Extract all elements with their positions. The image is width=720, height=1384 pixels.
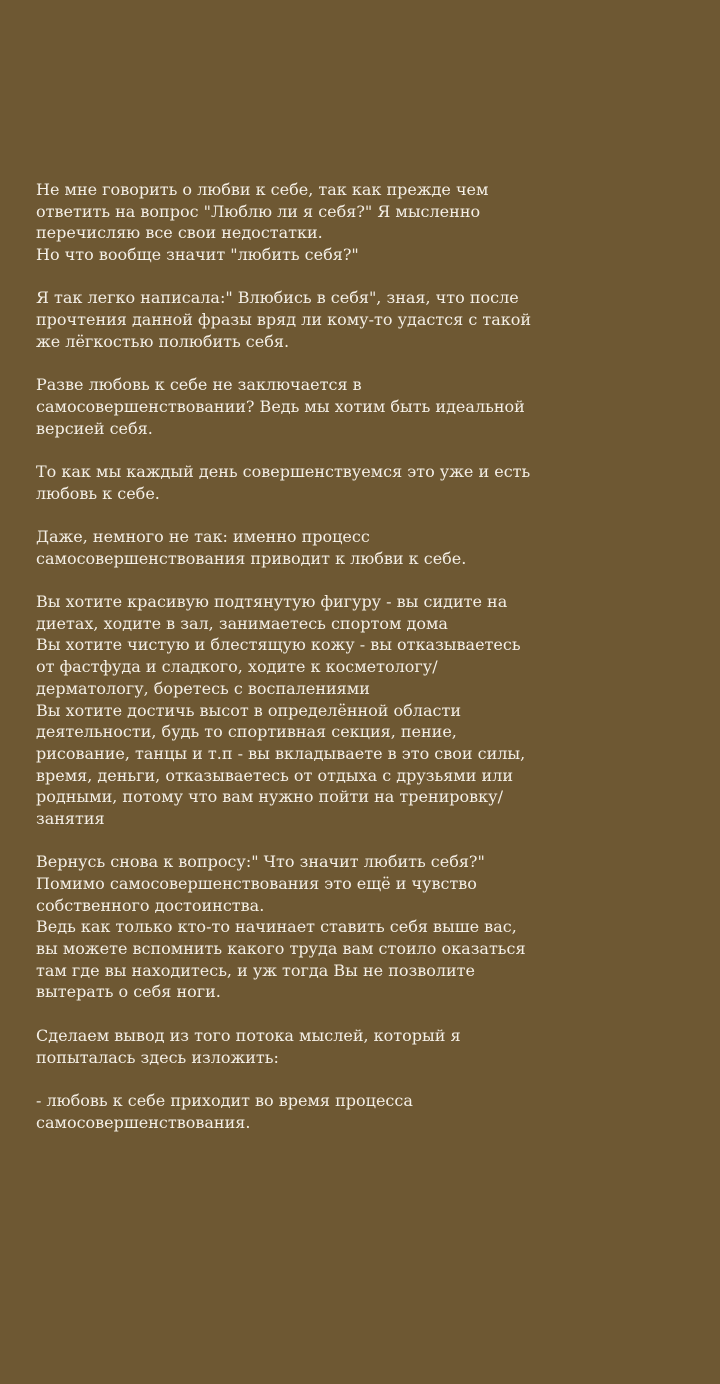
paragraph-7	[36, 851, 696, 1003]
text-line: самосовершенствования.	[36, 1112, 251, 1132]
paragraph-9	[36, 1090, 696, 1133]
text-line: время, деньги, отказываетесь от отдыха с друзьями или	[36, 765, 513, 785]
text-line: Но что вообще значит "любить себя?"	[36, 245, 359, 265]
text-line: Вы хотите достичь высот в определённой области	[36, 700, 461, 720]
paragraph-8	[36, 1025, 696, 1068]
text-line: прочтения данной фразы вряд ли кому-то удастся с такой	[36, 310, 532, 330]
text-line: любовь к себе.	[36, 483, 160, 503]
text-line: Разве любовь к себе не заключается в	[36, 375, 362, 395]
text-line: - любовь к себе приходит во время процесса	[36, 1090, 413, 1110]
text-line: собственного достоинства.	[36, 895, 265, 915]
text-line: Я так легко написала:" Влюбись в себя", зная, что после	[36, 288, 519, 308]
text-line: там где вы находитесь, и уж тогда Вы не позволите	[36, 960, 475, 980]
text-line: Сделаем вывод из того потока мыслей, который я	[36, 1025, 461, 1045]
text-line: вы можете вспомнить какого труда вам стоило оказаться	[36, 939, 526, 959]
text-line: Не мне говорить о любви к себе, так как прежде чем	[36, 180, 489, 199]
text-line: ответить на вопрос "Люблю ли я себя?" Я мысленно	[36, 201, 481, 221]
text-line: перечисляю все свои недостатки.	[36, 223, 323, 243]
text-line: попыталась здесь изложить:	[36, 1047, 279, 1067]
text-line: занятия	[36, 808, 105, 828]
text-line: диетах, ходите в зал, занимаетесь спортом дома	[36, 613, 448, 633]
story-text	[36, 179, 696, 1155]
text-line: Ведь как только кто-то начинает ставить себя выше вас,	[36, 917, 517, 937]
text-line: самосовершенствовании? Ведь мы хотим быть идеальной	[36, 396, 525, 416]
text-line: родными, потому что вам нужно пойти на тренировку/	[36, 787, 503, 807]
text-line: вытерать о себя ноги.	[36, 982, 221, 1002]
text-line: версией себя.	[36, 418, 153, 438]
paragraph-4	[36, 461, 696, 504]
text-line: дерматологу, боретесь с воспалениями	[36, 678, 370, 698]
text-line: Помимо самосовершенствования это ещё и чувство	[36, 874, 477, 893]
text-line: от фастфуда и сладкого, ходите к косметологу/	[36, 657, 438, 677]
paragraph-5	[36, 526, 696, 569]
text-line: самосовершенствования приводит к любви к себе.	[36, 548, 467, 568]
paragraph-2	[36, 287, 696, 352]
paragraph-1	[36, 179, 696, 266]
text-line: Вы хотите красивую подтянутую фигуру - вы сидите на	[36, 592, 508, 612]
paragraph-6	[36, 591, 696, 830]
text-line: Даже, немного не так: именно процесс	[36, 527, 370, 546]
text-line: То как мы каждый день совершенствуемся это уже и есть	[36, 461, 531, 481]
text-line: Вернусь снова к вопросу:" Что значит любить себя?"	[36, 852, 485, 872]
text-line: Вы хотите чистую и блестящую кожу - вы отказываетесь	[36, 635, 521, 655]
text-line: рисование, танцы и т.п - вы вкладываете в это свои силы,	[36, 743, 526, 763]
text-line: деятельности, будь то спортивная секция, пение,	[36, 722, 457, 742]
paragraph-3	[36, 374, 696, 439]
text-line: же лёгкостью полюбить себя.	[36, 331, 290, 351]
